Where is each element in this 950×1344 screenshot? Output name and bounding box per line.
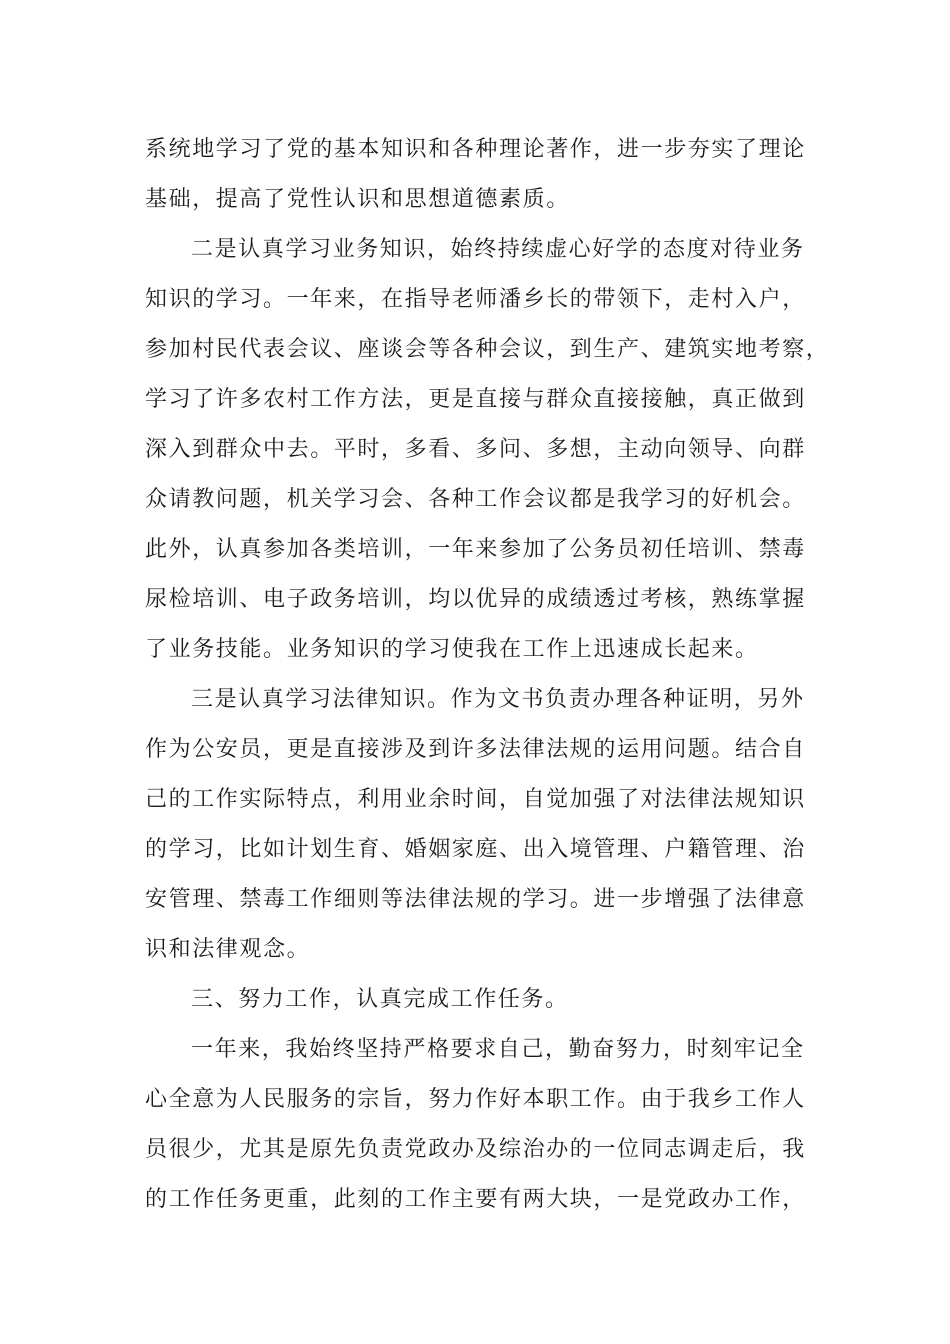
paragraph-start-line: 一年来，我始终坚持严格要求自己，勤奋努力，时刻牢记全 [191, 1037, 805, 1062]
text-line: 基础，提高了党性认识和思想道德素质。 [145, 187, 570, 212]
text-line: 的工作任务更重，此刻的工作主要有两大块，一是党政办工作， [145, 1187, 806, 1212]
text-line: 识和法律观念。 [145, 937, 311, 962]
text-line: 作为公安员，更是直接涉及到许多法律法规的运用问题。结合自 [145, 737, 806, 762]
text-line: 系统地学习了党的基本知识和各种理论著作，进一步夯实了理论 [145, 137, 806, 162]
text-line: 了业务技能。业务知识的学习使我在工作上迅速成长起来。 [145, 637, 759, 662]
text-line: 众请教问题，机关学习会、各种工作会议都是我学习的好机会。 [145, 487, 806, 512]
section-heading: 三、努力工作，认真完成工作任务。 [191, 987, 569, 1012]
text-line: 员很少，尤其是原先负责党政办及综治办的一位同志调走后，我 [145, 1137, 806, 1162]
text-line: 的学习，比如计划生育、婚姻家庭、出入境管理、户籍管理、治 [145, 837, 806, 862]
text-line: 尿检培训、电子政务培训，均以优异的成绩透过考核，熟练掌握 [145, 587, 806, 612]
text-line: 此外，认真参加各类培训，一年来参加了公务员初任培训、禁毒 [145, 537, 806, 562]
text-line: 己的工作实际特点，利用业余时间，自觉加强了对法律法规知识 [145, 787, 806, 812]
paragraph-start-line: 二是认真学习业务知识，始终持续虚心好学的态度对待业务 [191, 237, 805, 262]
text-line: 知识的学习。一年来，在指导老师潘乡长的带领下，走村入户， [145, 287, 806, 312]
text-line: 学习了许多农村工作方法，更是直接与群众直接接触，真正做到 [145, 387, 806, 412]
paragraph-start-line: 三是认真学习法律知识。作为文书负责办理各种证明，另外 [191, 687, 805, 712]
text-line: 安管理、禁毒工作细则等法律法规的学习。进一步增强了法律意 [145, 887, 806, 912]
text-line: 参加村民代表会议、座谈会等各种会议，到生产、建筑实地考察， [145, 337, 830, 362]
text-line: 深入到群众中去。平时，多看、多问、多想，主动向领导、向群 [145, 437, 806, 462]
text-line: 心全意为人民服务的宗旨，努力作好本职工作。由于我乡工作人 [145, 1087, 806, 1112]
